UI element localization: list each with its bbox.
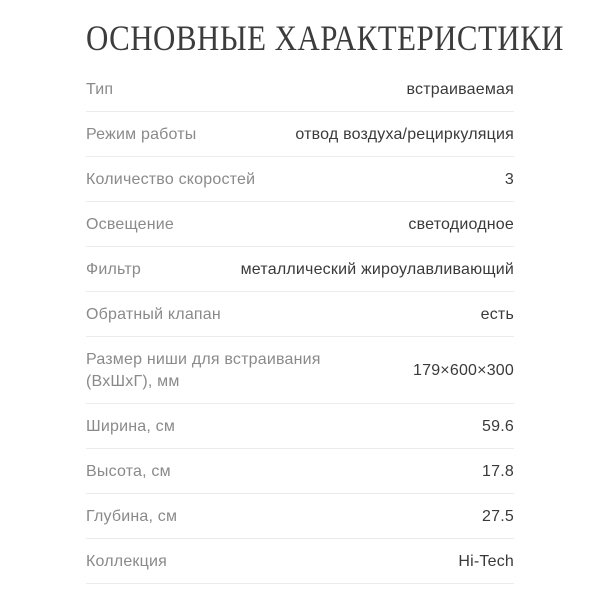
spec-row-niche-size bbox=[86, 337, 514, 404]
spec-row-collection bbox=[86, 539, 514, 584]
spec-value: 59.6 bbox=[482, 418, 514, 435]
spec-label: Ширина, см bbox=[86, 418, 176, 435]
specifications-list bbox=[86, 67, 514, 584]
spec-label: Режим работы bbox=[86, 126, 197, 143]
spec-value: 3 bbox=[504, 171, 514, 188]
spec-row-height bbox=[86, 449, 514, 494]
spec-row-lighting bbox=[86, 202, 514, 247]
spec-value: 179×600×300 bbox=[413, 362, 514, 379]
spec-label: Фильтр bbox=[86, 261, 141, 278]
spec-label: Обратный клапан bbox=[86, 306, 221, 323]
spec-label: Глубина, см bbox=[86, 508, 178, 525]
spec-label: Количество скоростей bbox=[86, 171, 256, 188]
spec-value: 27.5 bbox=[482, 508, 514, 525]
spec-row-speed-count bbox=[86, 157, 514, 202]
spec-label: Освещение bbox=[86, 216, 175, 233]
spec-value: есть bbox=[480, 306, 514, 323]
spec-row-check-valve bbox=[86, 292, 514, 337]
spec-value: Hi-Tech bbox=[458, 553, 514, 570]
spec-row-width bbox=[86, 404, 514, 449]
spec-value: отвод воздуха/рециркуляция bbox=[295, 126, 514, 143]
spec-row-operating-mode bbox=[86, 112, 514, 157]
spec-value: 17.8 bbox=[482, 463, 514, 480]
spec-row-depth bbox=[86, 494, 514, 539]
spec-label: Коллекция bbox=[86, 553, 168, 570]
spec-value: встраиваемая bbox=[406, 81, 514, 98]
spec-label: Размер ниши для встраивания (ВхШхГ), мм bbox=[86, 351, 321, 390]
spec-value: светодиодное bbox=[408, 216, 514, 233]
spec-label: Тип bbox=[86, 81, 114, 98]
spec-label: Высота, см bbox=[86, 463, 171, 480]
spec-row-filter bbox=[86, 247, 514, 292]
spec-value: металлический жироулавливающий bbox=[240, 261, 514, 278]
spec-row-type bbox=[86, 67, 514, 112]
specifications-title: ОСНОВНЫЕ ХАРАКТЕРИСТИКИ bbox=[86, 18, 564, 58]
